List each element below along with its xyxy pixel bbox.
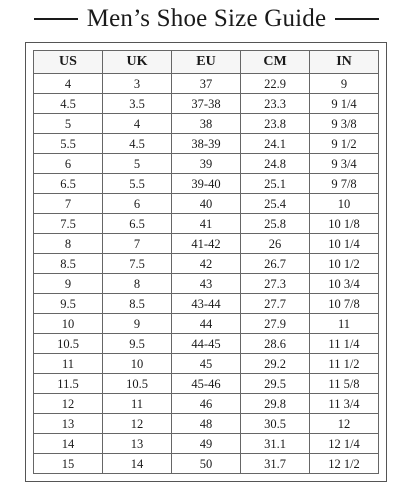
- cell-uk: 11: [103, 394, 172, 414]
- cell-eu: 44-45: [172, 334, 241, 354]
- table-row: [34, 414, 379, 434]
- table-row: [34, 314, 379, 334]
- cell-cm: 29.8: [241, 394, 310, 414]
- cell-uk: 14: [103, 454, 172, 474]
- header-cm: CM: [241, 51, 310, 74]
- cell-in: 9 1/2: [310, 134, 379, 154]
- page-title: Men’s Shoe Size Guide: [86, 5, 327, 32]
- table-row: [34, 94, 379, 114]
- cell-cm: 25.4: [241, 194, 310, 214]
- cell-uk: 9: [103, 314, 172, 334]
- cell-uk: 3: [103, 74, 172, 94]
- cell-eu: 44: [172, 314, 241, 334]
- cell-cm: 26: [241, 234, 310, 254]
- cell-us: 4.5: [34, 94, 103, 114]
- cell-uk: 7.5: [103, 254, 172, 274]
- cell-eu: 38-39: [172, 134, 241, 154]
- cell-us: 11: [34, 354, 103, 374]
- cell-cm: 23.3: [241, 94, 310, 114]
- table-row: [34, 174, 379, 194]
- cell-cm: 24.1: [241, 134, 310, 154]
- cell-in: 9 3/4: [310, 154, 379, 174]
- cell-in: 11 5/8: [310, 374, 379, 394]
- cell-in: 12 1/4: [310, 434, 379, 454]
- title-rule-right: [335, 18, 379, 20]
- cell-in: 10 1/2: [310, 254, 379, 274]
- cell-in: 11 1/4: [310, 334, 379, 354]
- header-uk: UK: [103, 51, 172, 74]
- size-table-frame: [25, 42, 387, 482]
- cell-us: 10: [34, 314, 103, 334]
- table-row: [34, 434, 379, 454]
- cell-eu: 38: [172, 114, 241, 134]
- cell-cm: 31.7: [241, 454, 310, 474]
- cell-eu: 42: [172, 254, 241, 274]
- cell-cm: 25.1: [241, 174, 310, 194]
- cell-uk: 7: [103, 234, 172, 254]
- cell-us: 12: [34, 394, 103, 414]
- cell-uk: 10.5: [103, 374, 172, 394]
- table-body: [34, 74, 379, 474]
- cell-us: 4: [34, 74, 103, 94]
- cell-uk: 6.5: [103, 214, 172, 234]
- cell-us: 15: [34, 454, 103, 474]
- cell-eu: 46: [172, 394, 241, 414]
- cell-in: 9 7/8: [310, 174, 379, 194]
- cell-cm: 26.7: [241, 254, 310, 274]
- cell-cm: 29.2: [241, 354, 310, 374]
- cell-us: 5: [34, 114, 103, 134]
- table-row: [34, 74, 379, 94]
- cell-in: 9: [310, 74, 379, 94]
- header-in: IN: [310, 51, 379, 74]
- cell-in: 9 3/8: [310, 114, 379, 134]
- header-us: US: [34, 51, 103, 74]
- cell-cm: 31.1: [241, 434, 310, 454]
- cell-us: 7.5: [34, 214, 103, 234]
- table-row: [34, 274, 379, 294]
- cell-cm: 24.8: [241, 154, 310, 174]
- cell-us: 13: [34, 414, 103, 434]
- cell-us: 8: [34, 234, 103, 254]
- table-row: [34, 294, 379, 314]
- cell-uk: 4: [103, 114, 172, 134]
- cell-eu: 39-40: [172, 174, 241, 194]
- cell-eu: 49: [172, 434, 241, 454]
- cell-eu: 37: [172, 74, 241, 94]
- cell-us: 8.5: [34, 254, 103, 274]
- cell-us: 14: [34, 434, 103, 454]
- cell-uk: 5: [103, 154, 172, 174]
- table-row: [34, 134, 379, 154]
- cell-in: 12: [310, 414, 379, 434]
- cell-us: 11.5: [34, 374, 103, 394]
- cell-in: 11: [310, 314, 379, 334]
- cell-uk: 3.5: [103, 94, 172, 114]
- cell-cm: 28.6: [241, 334, 310, 354]
- cell-us: 7: [34, 194, 103, 214]
- header-eu: EU: [172, 51, 241, 74]
- cell-uk: 9.5: [103, 334, 172, 354]
- cell-uk: 8: [103, 274, 172, 294]
- table-row: [34, 394, 379, 414]
- cell-cm: 23.8: [241, 114, 310, 134]
- table-row: [34, 374, 379, 394]
- cell-us: 10.5: [34, 334, 103, 354]
- title-rule-left: [34, 18, 78, 20]
- cell-in: 10 1/4: [310, 234, 379, 254]
- table-row: [34, 454, 379, 474]
- table-row: [34, 114, 379, 134]
- cell-uk: 13: [103, 434, 172, 454]
- cell-eu: 37-38: [172, 94, 241, 114]
- header-row: [34, 51, 379, 74]
- cell-uk: 8.5: [103, 294, 172, 314]
- cell-eu: 43: [172, 274, 241, 294]
- table-row: [34, 154, 379, 174]
- cell-us: 9.5: [34, 294, 103, 314]
- cell-in: 12 1/2: [310, 454, 379, 474]
- cell-eu: 43-44: [172, 294, 241, 314]
- cell-in: 10 7/8: [310, 294, 379, 314]
- cell-cm: 25.8: [241, 214, 310, 234]
- size-table: [33, 50, 379, 474]
- cell-eu: 39: [172, 154, 241, 174]
- cell-eu: 40: [172, 194, 241, 214]
- cell-in: 11 3/4: [310, 394, 379, 414]
- title-row: [0, 4, 413, 34]
- cell-us: 5.5: [34, 134, 103, 154]
- table-row: [34, 234, 379, 254]
- cell-cm: 27.3: [241, 274, 310, 294]
- cell-eu: 45-46: [172, 374, 241, 394]
- cell-in: 10 1/8: [310, 214, 379, 234]
- cell-us: 9: [34, 274, 103, 294]
- table-row: [34, 214, 379, 234]
- cell-cm: 27.9: [241, 314, 310, 334]
- table-row: [34, 254, 379, 274]
- cell-uk: 12: [103, 414, 172, 434]
- cell-eu: 48: [172, 414, 241, 434]
- cell-cm: 27.7: [241, 294, 310, 314]
- cell-in: 11 1/2: [310, 354, 379, 374]
- cell-uk: 10: [103, 354, 172, 374]
- table-row: [34, 334, 379, 354]
- cell-uk: 6: [103, 194, 172, 214]
- cell-uk: 5.5: [103, 174, 172, 194]
- cell-cm: 30.5: [241, 414, 310, 434]
- cell-in: 9 1/4: [310, 94, 379, 114]
- cell-us: 6.5: [34, 174, 103, 194]
- table-row: [34, 354, 379, 374]
- table-row: [34, 194, 379, 214]
- cell-in: 10: [310, 194, 379, 214]
- cell-eu: 50: [172, 454, 241, 474]
- cell-cm: 22.9: [241, 74, 310, 94]
- cell-uk: 4.5: [103, 134, 172, 154]
- cell-us: 6: [34, 154, 103, 174]
- cell-cm: 29.5: [241, 374, 310, 394]
- cell-in: 10 3/4: [310, 274, 379, 294]
- cell-eu: 41-42: [172, 234, 241, 254]
- cell-eu: 41: [172, 214, 241, 234]
- cell-eu: 45: [172, 354, 241, 374]
